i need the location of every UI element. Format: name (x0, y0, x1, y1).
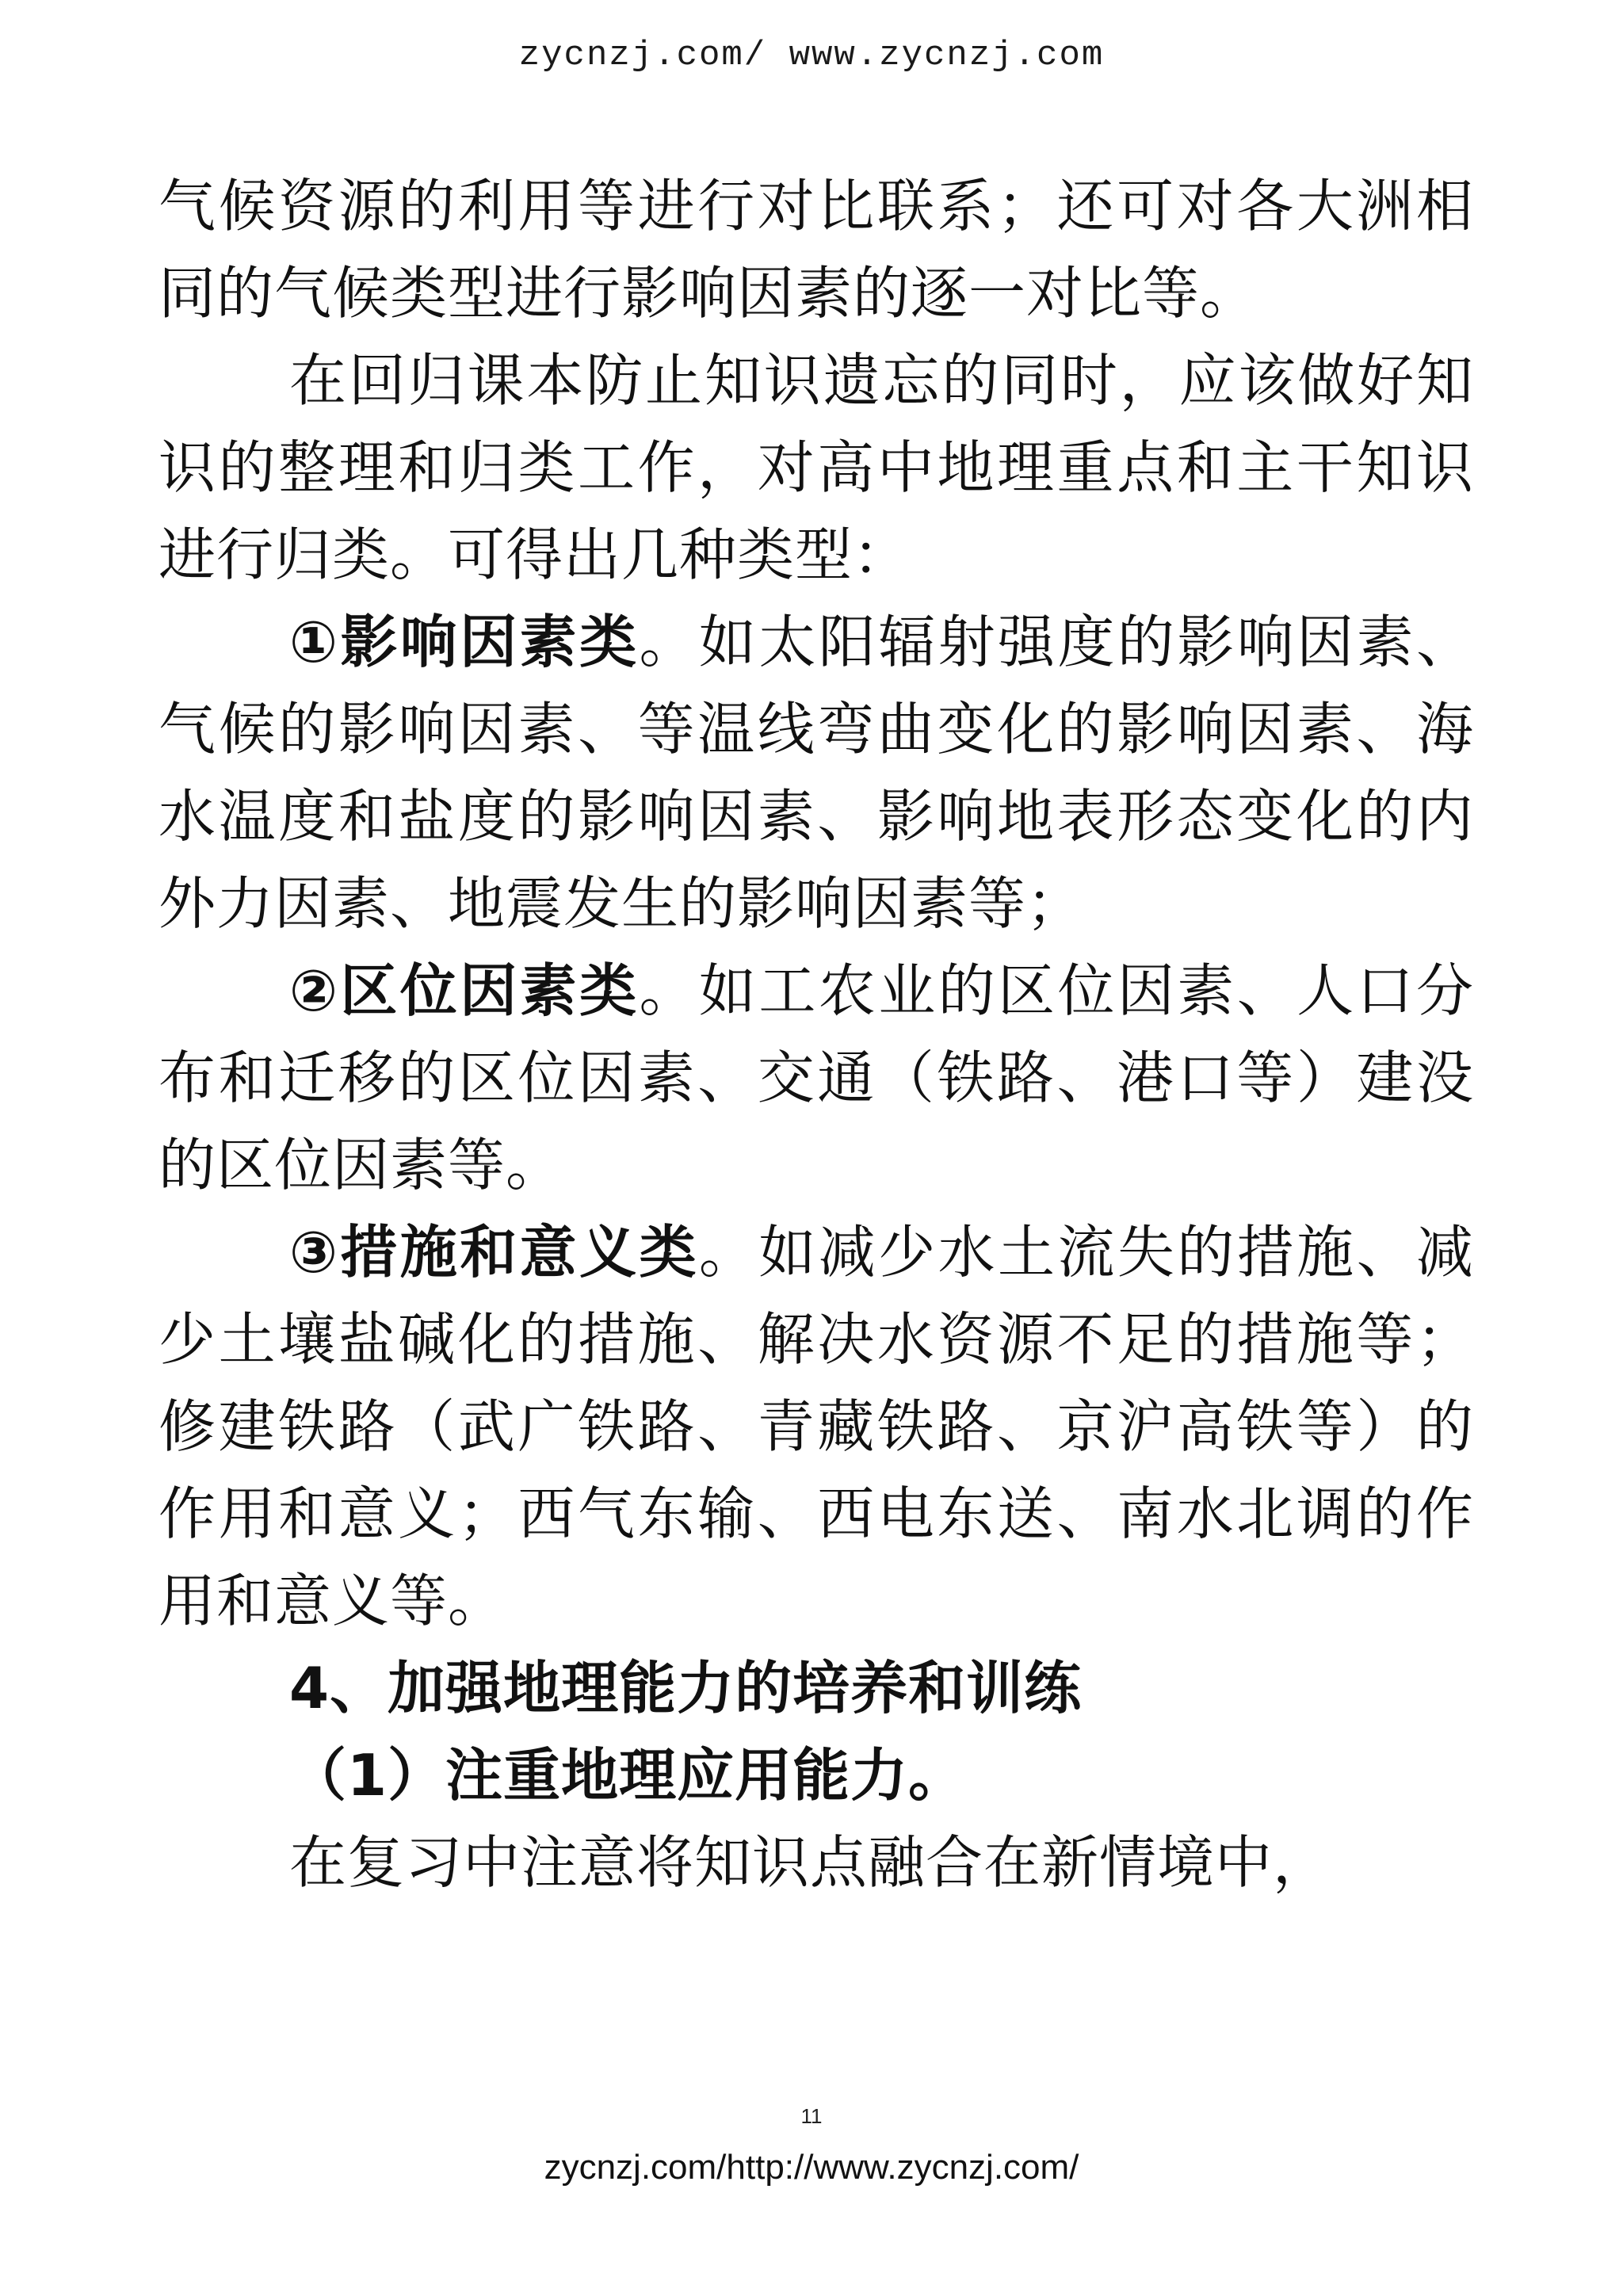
page-footer: zycnzj.com/http://www.zycnzj.com/ (544, 2148, 1079, 2187)
page-number: 11 (800, 2104, 823, 2128)
measures-significance-label: ③措施和意义类 (289, 1219, 699, 1286)
measures-significance-text: 。如减少水土流失的措施、减少土壤盐碱化的措施、解决水资源不足的措施等；修建铁路（武广铁路、青藏铁路、京沪高铁等）的作用和意义；西气东输、西电东送、南水北调的作用和意义等。 (158, 1219, 1474, 1634)
page-header: zycnzj.com/ www.zycnzj.com (518, 36, 1105, 75)
section-heading: 4、加强地理能力的培养和训练 (289, 1655, 1083, 1721)
paragraph-measures-significance (158, 1209, 1474, 1645)
paragraph-classification-intro: 在回归课本防止知识遗忘的同时，应该做好知识的整理和归类工作，对高中地理重点和主干知识进行归类。可得出几种类型： (158, 347, 1474, 588)
paragraph-location-factors (158, 947, 1474, 1209)
location-factors-text: 。如工农业的区位因素、人口分布和迁移的区位因素、交通（铁路、港口等）建没的区位因素等。 (158, 957, 1474, 1198)
paragraph-influence-factors (158, 598, 1474, 947)
influence-factors-text: 。如太阳辐射强度的影响因素、气候的影响因素、等温线弯曲变化的影响因素、海水温度和盐度的影响因素、影响地表形态变化的内外力因素、地震发生的影响因素等； (158, 609, 1474, 937)
paragraph-application: 在复习中注意将知识点融合在新情境中， (289, 1829, 1331, 1896)
subsection-heading: （1）注重地理应用能力。 (289, 1742, 967, 1809)
location-factors-label: ②区位因素类 (289, 957, 640, 1024)
paragraph-continuation: 气候资源的利用等进行对比联系；还可对各大洲相同的气候类型进行影响因素的逐一对比等。 (158, 173, 1474, 327)
influence-factors-label: ①影响因素类 (289, 609, 640, 675)
document-body (158, 162, 1474, 1906)
